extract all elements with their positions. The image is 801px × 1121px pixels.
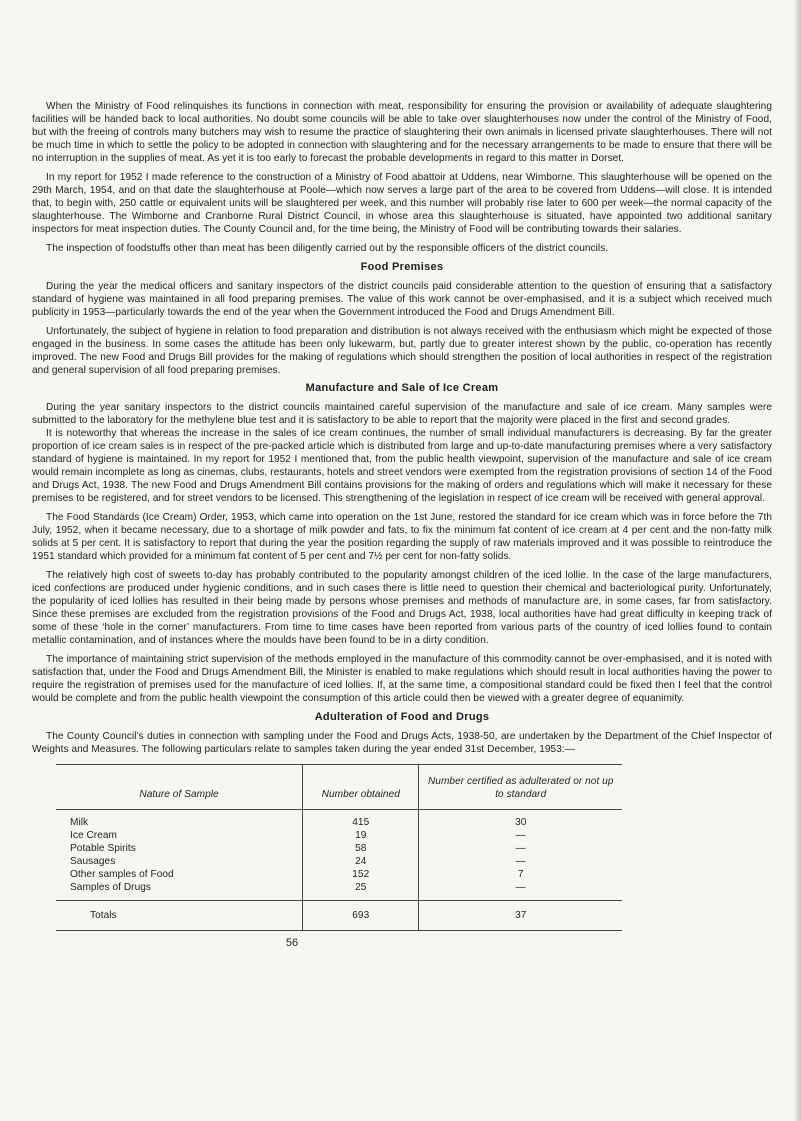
sample-obtained: 24 <box>303 855 419 868</box>
heading-ice-cream: Manufacture and Sale of Ice Cream <box>305 382 499 394</box>
sample-obtained: 58 <box>303 842 419 855</box>
header-number-adulterated: Number certified as adulterated or not up to standard <box>419 765 622 810</box>
sample-obtained: 19 <box>303 829 419 842</box>
paragraph-hygiene-enthusiasm: Unfortunately, the subject of hygiene in relation to food preparation and distribution is not always received with the enthusiasm which might be expected of those engaged in the business. In some cases the attitude has been only lukewarm, but, partly due to greater interest shown by the public, co-operation has recently improved. The new Food and Drugs Bill provides for the making of regulations which should strengthen the position of local authorities in respect of the registration and general supervision of all food preparing premises. <box>32 326 772 376</box>
heading-food-premises: Food Premises <box>360 261 444 273</box>
page-number: 56 <box>285 937 299 949</box>
sample-obtained: 25 <box>303 881 419 901</box>
sample-nature: Ice Cream <box>70 830 118 841</box>
sample-adulterated: — <box>419 881 622 901</box>
sample-nature: Potable Spirits <box>70 843 136 854</box>
header-number-obtained: Number obtained <box>303 765 419 810</box>
sample-adulterated: — <box>419 829 622 842</box>
paragraph-uddens-abattoir: In my report for 1952 I made reference to the construction of a Ministry of Food abattoir at Uddens, near Wimborne. This slaughterhouse will be opened on the 29th March, 1954, and on that date the slaughterhouse at Poole—which now serves a large part of the area to be covered from Uddens—will close. It is intended that, to begin with, 250 cattle or equivalent units will be slaughtered per week, and this number will probably rise later to 600 per week—the normal capacity of the slaughterhouse. The Wimborne and Cranborne Rural District Council, in whose area this slaughterhouse is situated, have appointed two additional sanitary inspectors for meat inspection duties. The County Council and, for the time being, the Ministry of Food will be contributing towards their salaries. <box>32 172 772 235</box>
table-row <box>56 881 622 901</box>
document-page <box>32 100 772 950</box>
header-nature-of-sample: Nature of Sample <box>56 765 303 810</box>
table-row <box>56 829 622 842</box>
paragraph-sampling-duties: The County Council’s duties in connection with sampling under the Food and Drugs Acts, 1938-50, are undertaken by the Department of the Chief Inspector of Weights and Measures. The following particulars relate to samples taken during the year ended 31st December, 1953:— <box>32 731 772 755</box>
paragraph-ice-cream-supervision: During the year sanitary inspectors to the district councils maintained careful supervision of the manufacture and sale of ice cream. Many samples were submitted to the laboratory for the methylene blue test and it is satisfactory to be able to report that the majority were placed in the first and second grades. <box>32 402 772 426</box>
totals-row <box>56 901 622 931</box>
sample-nature: Other samples of Food <box>70 869 174 880</box>
paragraph-slaughtering: When the Ministry of Food relinquishes its functions in connection with meat, responsibility for ensuring the provision or availability of adequate slaughtering facilities will be handed back to local authorities. No doubt some councils will be able to take over slaughterhouses now under the control of the Ministry of Food, but with the freeing of controls many butchers may wish to resume the practice of slaughtering their own animals in licensed private slaughterhouses. There will not be much time in which to settle the policy to be adopted in connection with slaughtering and for the necessary arrangements to be made to ensure that there will be no interruption in the supplies of meat. As yet it is too early to forecast the probable developments in regard to this matter in Dorset. <box>32 101 772 164</box>
paragraph-supervision-importance: The importance of maintaining strict supervision of the methods employed in the manufacture of this commodity cannot be over-emphasised, and it is noted with satisfaction that, under the Food and Drugs Amendment Bill, the Minister is enabled to make regulations which should result in local authorities having the power to require the registration of premises used for the manufacture of iced lollies. If, at the same time, a compositional standard could be fixed then I feel that the control would be complete and from the public health viewpoint the consumption of this article could then be viewed with a greater degree of equanimity. <box>32 654 772 704</box>
totals-adulterated: 37 <box>419 901 622 931</box>
totals-label: Totals <box>56 901 303 931</box>
sample-nature: Sausages <box>70 856 116 867</box>
paragraph-ice-cream-standards: The Food Standards (Ice Cream) Order, 1953, which came into operation on the 1st June, restored the standard for ice cream which was in force before the 7th July, 1952, when it became necessary, due to a shortage of milk powder and fats, to fix the minimum fat content of ice cream at 4 per cent and the non-fatty milk solids at 5 per cent. It is satisfactory to report that during the year the position regarding the supply of raw materials improved and it was possible to reintroduce the 1951 standard which provided for a minimum fat content of 5 per cent and 7½ per cent for non-fatty solids. <box>32 512 772 562</box>
paragraph-foodstuff-inspection: The inspection of foodstuffs other than meat has been diligently carried out by the responsible officers of the district councils. <box>46 243 609 254</box>
sample-adulterated: 7 <box>419 868 622 881</box>
sample-obtained: 415 <box>303 810 419 830</box>
heading-adulteration: Adulteration of Food and Drugs <box>314 711 490 723</box>
table-row <box>56 842 622 855</box>
page-edge-shadow <box>794 0 801 1121</box>
sample-adulterated: 30 <box>419 810 622 830</box>
paragraph-hygiene-attention: During the year the medical officers and sanitary inspectors of the district councils paid considerable attention to the question of ensuring that a satisfactory standard of hygiene was maintained in all food preparing premises. The value of this work cannot be over-emphasised, and it is a subject which received much publicity in 1953—particularly towards the end of the year when the Government introduced the Food and Drugs Amendment Bill. <box>32 281 772 318</box>
sample-adulterated: — <box>419 842 622 855</box>
totals-obtained: 693 <box>303 901 419 931</box>
table-row <box>56 810 622 830</box>
table-header-row <box>56 765 622 810</box>
sample-obtained: 152 <box>303 868 419 881</box>
table-row <box>56 855 622 868</box>
paragraph-iced-lollies: The relatively high cost of sweets to-day has probably contributed to the popularity amongst children of the iced lollie. In the case of the large manufacturers, iced confections are produced under hygienic conditions, and in such cases there is little need to question their chemical and bacteriological purity. Unfortunately, the popularity of iced lollies has resulted in their being made by persons whose premises and methods of manufacture are, in some cases, far from satisfactory. Since these premises are excluded from the registration provisions of the Food and Drugs Act, 1938, local authorities have had great difficulty in keeping track of some of these ‘hole in the corner’ manufacturers. From time to time cases have been reported from various parts of the country of iced lollies found to contain metallic contamination, and of instances where the moulds have been found to be in a dirty condition. <box>32 570 772 646</box>
sample-nature: Samples of Drugs <box>70 882 152 893</box>
sample-adulterated: — <box>419 855 622 868</box>
table-row <box>56 868 622 881</box>
sample-nature: Milk <box>70 817 89 828</box>
paragraph-ice-cream-manufacturers: It is noteworthy that whereas the increase in the sales of ice cream continues, the number of small individual manufacturers is decreasing. By far the greater proportion of ice cream sales is in respect of the pre-packed article which is distributed from large and up-to-date manufacturing premises where a very satisfactory standard of hygiene is maintained. In my report for 1952 I mentioned that, from the public health viewpoint, supervision of the manufacture and sale of ice cream would remain incomplete as long as cinemas, clubs, restaurants, hotels and street vendors were exempted from the registration provisions of section 14 of the Food and Drugs Act, 1938. The new Food and Drugs Amendment Bill contains provisions for the making of orders and regulations which will make it necessary for these premises to be registered, and for street vendors to be licensed. This strengthening of the legislation in respect of ice cream will be received with general approval. <box>32 428 772 504</box>
samples-table <box>56 764 622 931</box>
